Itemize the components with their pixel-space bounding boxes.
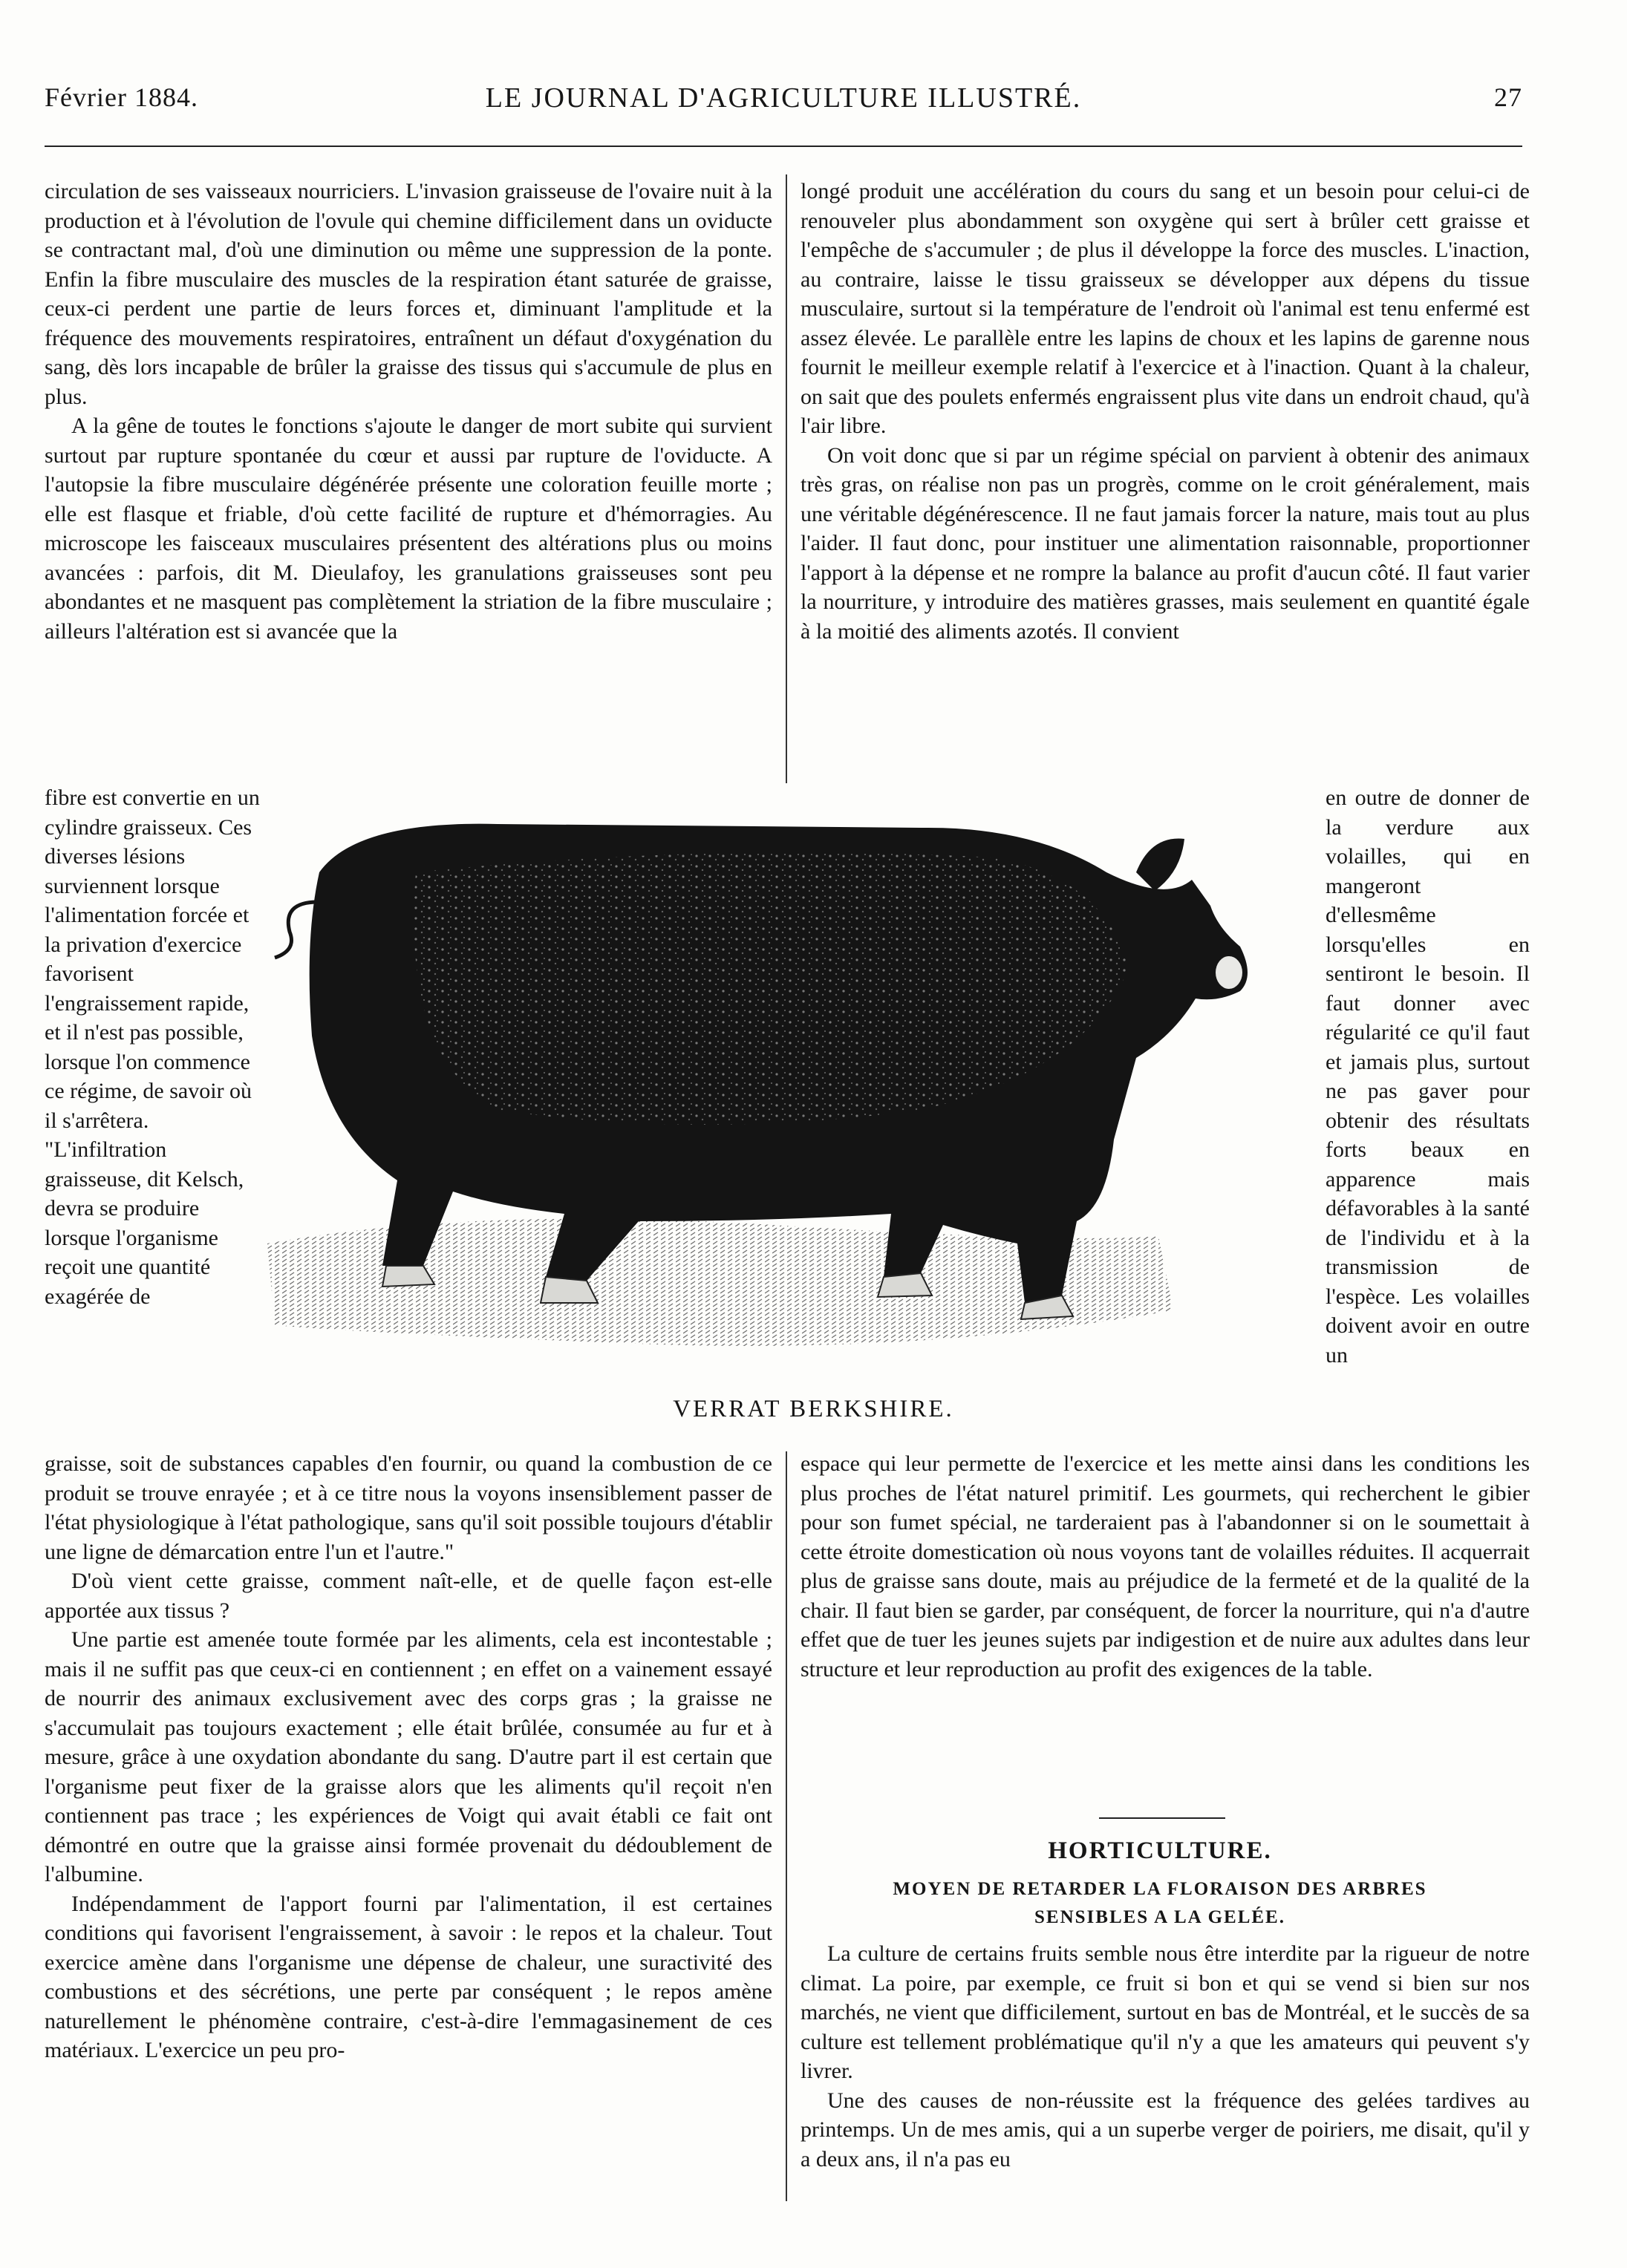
right-column-upper xyxy=(801,177,1530,646)
column-divider-top xyxy=(786,174,787,783)
horticulture-article xyxy=(801,1939,1530,2174)
paragraph: La culture de certains fruits semble nous être interdite par la rigueur de notre climat. La poire, par exemple, ce fruit si bon et qui se vend si bien sur nos marchés, ne vient que difficilement, surtout en bas de Montréal, et le succès de sa culture est tellement problématique qu'il n'y a que les amateurs qui peuvent s'y livrer. xyxy=(801,1941,1530,2083)
left-column-upper xyxy=(45,177,772,646)
left-wrap-text: fibre est convertie en un cylindre graisseux. Ces diverses lésions surviennent lorsque l'alimentation forcée et la privation d'exercice favorisent l'engraissement rapide, et il n'est pas possible, lorsque l'on commence ce régime, de savoir où il s'arrêtera. "L'infiltration graisseuse, dit Kelsch, devra se produire lorsque l'organisme reçoit une quantité exagérée de xyxy=(45,785,260,1309)
paragraph: longé produit une accélération du cours du sang et un besoin pour celui-ci de renouveler plus abondamment son oxygène qui sert à brûler cett graisse et l'empêche de s'accumuler ; de plus il développe la force des muscles. L'inaction, au contraire, laisse le tissu graisseux se développer aux dépens du tissue musculaire, surtout si la température de l'endroit où l'animal est tenu enfermé est assez élevée. Le parallèle entre les lapins de choux et les lapins de garenne nous fournit le meilleur exemple relatif à l'exercice et à l'inaction. Quant à la chaleur, on sait que des poulets enfermés engraissent plus vite dans un endroit chaud, qu'à l'air libre. xyxy=(801,179,1530,438)
right-wrap-text: en outre de donner de la verdure aux volailles, qui en mangeront d'ellesmême lorsqu'elles en sentiront le besoin. Il faut donner avec régularité ce qu'il faut et jamais plus, surtout ne pas gaver pour obtenir des résultats forts beaux en apparence mais défavorables à la santé de l'individu et à la transmission de l'espèce. Les volailles doivent avoir en outre un xyxy=(1326,785,1530,1367)
header-rule xyxy=(45,146,1522,147)
paragraph: Une partie est amenée toute formée par les aliments, cela est incontestable ; mais il ne suffit pas que ceux-ci en contiennent ; en effet on a vainement essayé de nourrir des animaux exclusivement avec des corps gras ; la graisse ne s'accumulait pas toujours exactement ; elle était brûlée, consumée au fur et à mesure, grâce à une oxydation abondante du sang. D'autre part il est certain que l'organisme peut fixer de la graisse alors que les aliments qu'il reçoit n'en contiennent pas trace ; les expériences de Voigt qui avait établi ce fait ont démontré en outre que la graisse ainsi formée provenait du dédoublement de l'albumine. xyxy=(45,1627,772,1886)
boar-snout xyxy=(1216,956,1242,989)
subtitle-line: SENSIBLES A LA GELÉE. xyxy=(1034,1907,1285,1927)
paragraph: circulation de ses vaisseaux nourriciers. L'invasion graisseuse de l'ovaire nuit à la production et à l'évolution de l'ovule qui chemine difficilement dans un oviducte se contractant mal, d'où une diminution ou même une suppression de la ponte. Enfin la fibre musculaire des muscles de la respiration étant saturée de graisse, ceux-ci perdent une partie de leurs forces et, diminuant l'amplitude et la fréquence des mouvements respiratoires, entraînent un défaut d'oxygénation du sang, dès lors incapable de brûler la graisse des tissus qui s'accumule de plus en plus. xyxy=(45,179,772,409)
paragraph: Une des causes de non-réussite est la fréquence des gelées tardives au printemps. Un de mes amis, qui a un superbe verger de poiriers, me disait, qu'il y a deux ans, il n'a pas eu xyxy=(801,2088,1530,2171)
paragraph: A la gêne de toutes le fonctions s'ajoute le danger de mort subite qui survient surtout par rupture spontanée du cœur et aussi par rupture de l'oviducte. A l'autopsie la fibre musculaire dégénérée présente une coloration feuille morte ; elle est flasque et friable, d'où cette facilité de rupture et d'hémorragies. Au microscope les faisceaux musculaires présentent des altérations plus ou moins avancées : parfois, dit M. Dieulafoy, les granulations graisseuses sont peu abondantes et ne masquent pas complètement la striation de la fibre musculaire ; ailleurs l'altération est si avancée que la xyxy=(45,414,772,644)
figure-caption: VERRAT BERKSHIRE. xyxy=(673,1396,954,1422)
left-column-lower xyxy=(45,1449,772,2065)
column-divider-bottom xyxy=(786,1451,787,2201)
paragraph: Indépendamment de l'apport fourni par l'alimentation, il est certaines conditions qui favorisent l'engraissement, à savoir : le repos et la chaleur. Tout exercice amène dans l'organisme une dépense de chaleur, une suractivité des combustions et des sécrétions, une perte par conséquent ; le repos amène naturellement le phénomène contraire, c'est-à-dire l'emmagasinement de ces matériaux. L'exercice un peu pro- xyxy=(45,1891,772,2062)
right-column-lower xyxy=(801,1449,1530,1684)
page-header xyxy=(45,82,1522,123)
article-subtitle xyxy=(789,1875,1531,1932)
paragraph: D'où vient cette graisse, comment naît-elle, et de quelle façon est-elle apportée aux tissus ? xyxy=(45,1569,772,1623)
paragraph: graisse, soit de substances capables d'en fournir, ou quand la combustion de ce produit se trouve enrayée ; et à ce titre nous la voyons insensiblement passer de l'état physiologique à l'état pathologique, sans qu'il soit possible toujours d'établir une ligne de démarcation entre l'un et l'autre." xyxy=(45,1451,772,1564)
section-rule xyxy=(1099,1817,1225,1819)
journal-title: LE JOURNAL D'AGRICULTURE ILLUSTRÉ. xyxy=(485,82,1082,114)
page-number: 27 xyxy=(1494,82,1522,112)
section-title: HORTICULTURE. xyxy=(1048,1837,1272,1864)
paragraph: espace qui leur permette de l'exercice et les mette ainsi dans les conditions les plus proches de l'état naturel primitif. Les gourmets, qui recherchent le gibier pour son fumet spécial, ne tarderaient pas à l'abandonner si on le soumettait à cette étroite domestication où nous voyons tant de volailles réduites. Il acquerrait plus de graisse sans doute, mais au préjudice de la fermeté et de la qualité de la chair. Il faut bien se garder, par conséquent, de forcer la nourriture, qui n'a d'autre effet que de tuer les jeunes sujets par indigestion et de nuire aux adultes dans leur structure et leur reproduction au profit des exigences de la table. xyxy=(801,1451,1530,1682)
boar-ear xyxy=(1136,839,1184,891)
subtitle-line: MOYEN DE RETARDER LA FLORAISON DES ARBRES xyxy=(893,1879,1427,1899)
berkshire-boar-illustration xyxy=(252,791,1322,1411)
paragraph: On voit donc que si par un régime spécial on parvient à obtenir des animaux très gras, on réalise non pas un progrès, comme on le croit généralement, mais une véritable dégénérescence. Il ne faut jamais forcer la nature, mais tout au plus l'aider. Il faut donc, pour instituer une alimentation raisonnable, proportionner l'apport à la dépense et ne rompre la balance au profit d'aucun côté. Il faut varier la nourriture, y introduire des matières grasses, mais seulement en quantité égale à la moitié des aliments azotés. Il convient xyxy=(801,442,1530,644)
issue-date: Février 1884. xyxy=(45,82,198,112)
